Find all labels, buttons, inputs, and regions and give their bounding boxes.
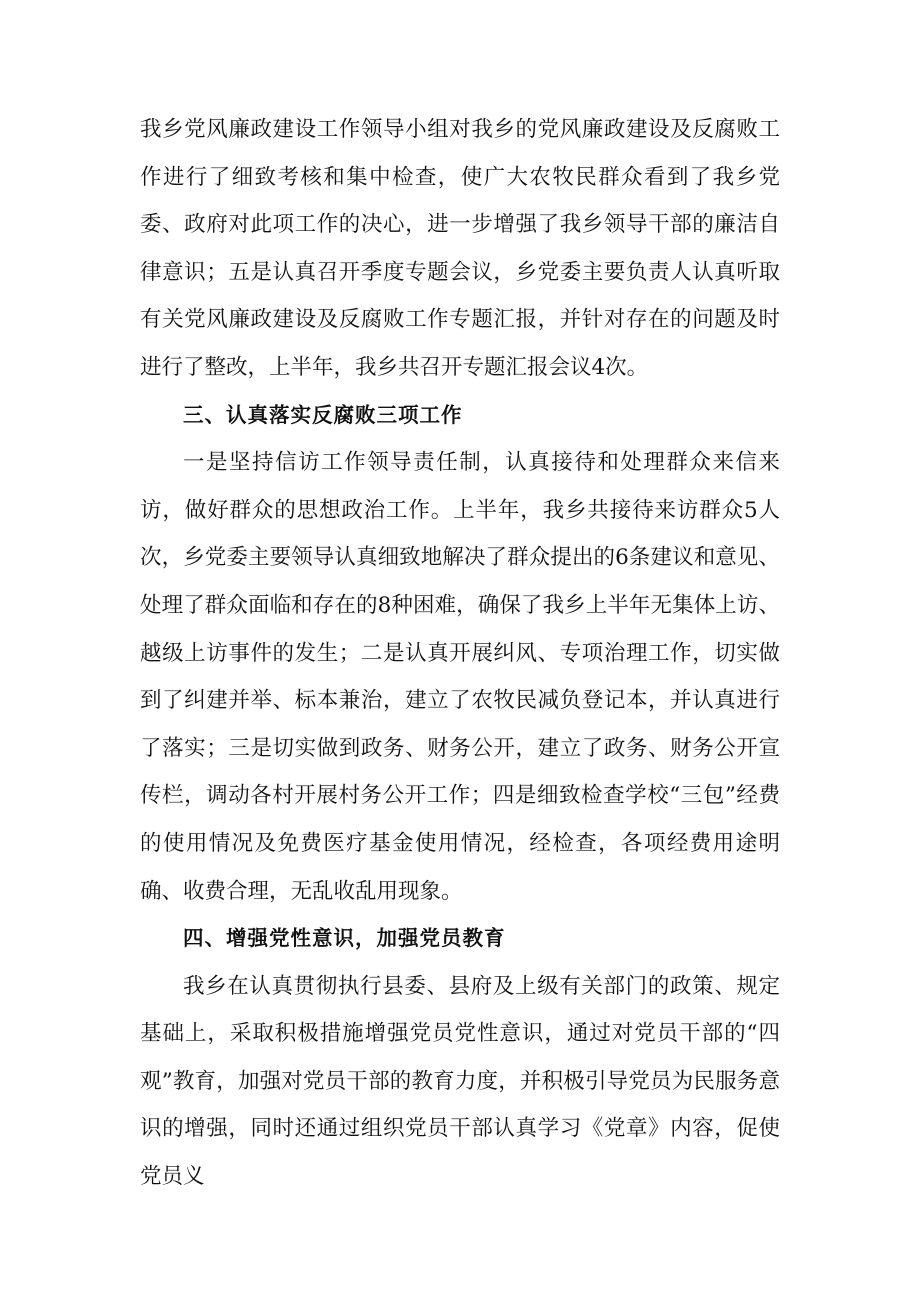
body-paragraph: 我乡在认真贯彻执行县委、县府及上级有关部门的政策、规定基础上，采取积极措施增强党员党性意识，通过对党员干部的“四观”教育，加强对党员干部的教育力度，并积极引导党员为民服务意识的增强，同时还通过组织党员干部认真学习《党章》内容，促使党员义 [140,973,780,1190]
section-heading: 四、增强党性意识，加强党员教育 [183,926,506,951]
body-paragraph: 一是坚持信访工作领导责任制，认真接待和处理群众来信来访，做好群众的思想政治工作。上半年，我乡共接待来访群众5人次，乡党委主要领导认真细致地解决了群众提出的6条建议和意见、处理了群众面临和存在的8种困难，确保了我乡上半年无集体上访、越级上访事件的发生；二是认真开展纠风、专项治理工作，切实做到了纠建并举、标本兼治，建立了农牧民减负登记本，并认真进行了落实；三是切实做到政务、财务公开，建立了政务、财务公开宣传栏，调动各村开展村务公开工作；四是细致检查学校“三包”经费的使用情况及免费医疗基金使用情况，经检查，各项经费用途明确、收费合理，无乱收乱用现象。 [140,450,780,904]
body-paragraph: 我乡党风廉政建设工作领导小组对我乡的党风廉政建设及反腐败工作进行了细致考核和集中检查，使广大农牧民群众看到了我乡党委、政府对此项工作的决心，进一步增强了我乡领导干部的廉洁自律意识；五是认真召开季度专题会议，乡党委主要负责人认真听取有关党风廉政建设及反腐败工作专题汇报，并针对存在的问题及时进行了整改，上半年，我乡共召开专题汇报会议4次。 [140,117,780,380]
document-body [140,106,780,1201]
section-heading: 三、认真落实反腐败三项工作 [183,402,463,427]
